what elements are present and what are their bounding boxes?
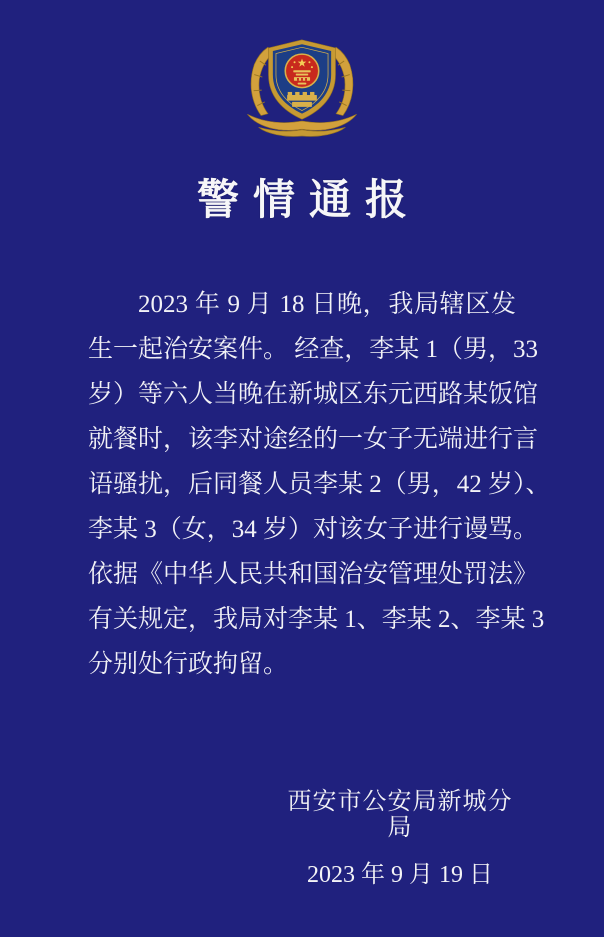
body-line: 李某 3（女，34 岁）对该女子进行谩骂。 bbox=[88, 515, 539, 543]
issue-date: 2023 年 9 月 19 日 bbox=[307, 861, 493, 888]
body-line: 2023 年 9 月 18 日晚，我局辖区发 bbox=[138, 290, 516, 318]
emblem-container bbox=[0, 0, 604, 143]
police-badge-icon bbox=[240, 36, 364, 138]
body-line: 岁）等六人当晚在新城区东元西路某饭馆 bbox=[88, 380, 539, 408]
body-line: 就餐时，该李对途经的一女子无端进行言 bbox=[88, 425, 539, 453]
issuing-authority: 西安市公安局新城分局 bbox=[287, 788, 513, 841]
body-line: 生一起治安案件。 经查，李某 1（男，33 bbox=[88, 335, 539, 363]
notice-body bbox=[88, 282, 551, 687]
body-line: 有关规定，我局对李某 1、李某 2、李某 3 bbox=[88, 605, 545, 633]
body-line: 语骚扰，后同餐人员李某 2（男，42 岁）、 bbox=[88, 470, 551, 498]
notice-title: 警情通报 bbox=[196, 176, 421, 223]
notice-footer bbox=[280, 789, 520, 888]
body-line: 分别处行政拘留。 bbox=[88, 650, 289, 678]
body-line: 依据《中华人民共和国治安管理处罚法》 bbox=[88, 560, 539, 588]
